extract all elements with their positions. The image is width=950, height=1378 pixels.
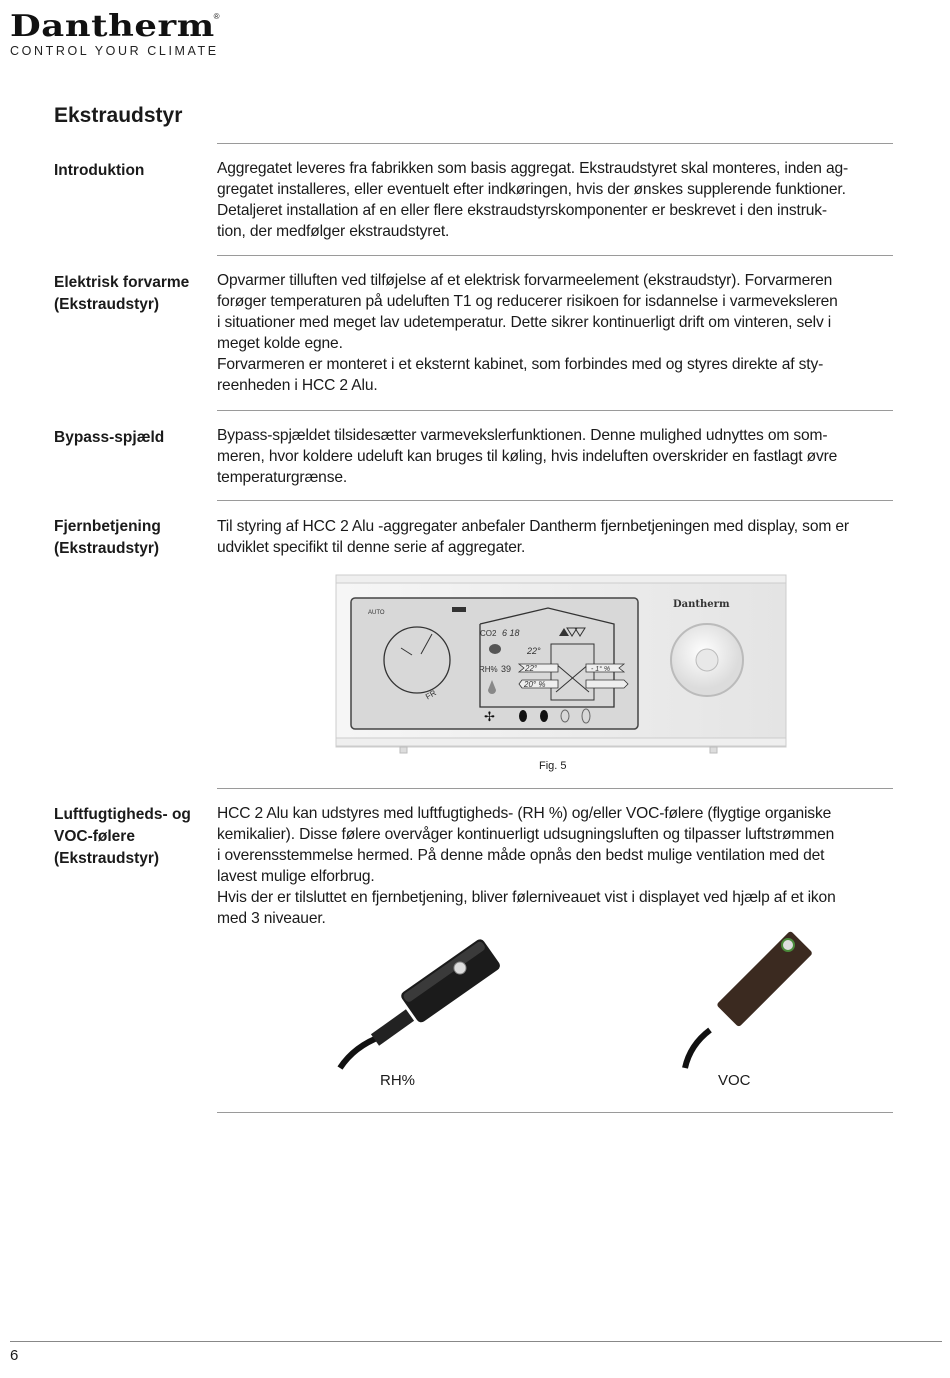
- co2-label: CO2: [480, 629, 497, 638]
- body-text-line: Aggregatet leveres fra fabrikken som basis aggregat. Ekstraudstyret skal monteres, inden ag-: [217, 160, 849, 177]
- body-text-line: tion, der medfølger ekstraudstyret.: [217, 223, 450, 240]
- fan-icon: ✢: [484, 709, 495, 724]
- footer-divider: [10, 1341, 942, 1342]
- auto-icon: AUTO: [368, 610, 385, 616]
- section-body: [217, 803, 897, 929]
- body-text-line: udviklet specifikt til denne serie af aggregater.: [217, 539, 526, 556]
- section-label: [54, 804, 214, 870]
- body-text-line: Hvis der er tilsluttet en fjernbetjening, bliver følerniveauet vist i displayet ved hjælp af et ikon: [217, 889, 836, 906]
- divider: [217, 788, 893, 789]
- body-text-line: med 3 niveauer.: [217, 910, 326, 927]
- section-label-line: Fjernbetjening: [54, 518, 161, 535]
- body-text-line: i overensstemmelse hermed. På denne måde opnås den bedst mulige ventilation med det: [217, 847, 825, 864]
- voc-sensor-image: [670, 930, 830, 1070]
- rh-sensor-image: [330, 935, 510, 1070]
- body-text-line: i situationer med meget lav udetemperatur. Dette sikrer kontinuerligt drift om vinteren, selv i: [217, 314, 832, 331]
- truck-icon: [452, 607, 466, 612]
- body-text-line: Forvarmeren er monteret i et eksternt kabinet, som forbindes med og styres direkte af sty-: [217, 356, 824, 373]
- section-label-line: Bypass-spjæld: [54, 429, 165, 446]
- temp-in: 22°: [525, 664, 538, 673]
- section-body: [217, 425, 897, 488]
- body-text-line: Bypass-spjældet tilsidesætter varmevekslerfunktionen. Denne mulighed udnyttes om som-: [217, 427, 828, 444]
- section-label: [54, 516, 214, 560]
- body-text-line: forøger temperaturen på udeluften T1 og reducerer risikoen for isdannelse i varmeveksleren: [217, 293, 838, 310]
- page-number: 6: [10, 1347, 19, 1364]
- body-text-line: Opvarmer tilluften ved tilføjelse af et elektrisk forvarmeelement (ekstraudstyr). Forvarmeren: [217, 272, 833, 289]
- temp-out: - 1° %: [591, 666, 611, 673]
- section-body: [217, 516, 897, 558]
- section-label-line: Elektrisk forvarme: [54, 274, 190, 291]
- body-text-line: Til styring af HCC 2 Alu -aggregater anbefaler Dantherm fjernbetjeningen med display, som er: [217, 518, 849, 535]
- section-label-line: (Ekstraudstyr): [54, 296, 160, 313]
- section-label-line: Luftfugtigheds- og: [54, 806, 191, 823]
- section-label-line: VOC-følere: [54, 828, 135, 845]
- voc-sensor-caption: VOC: [718, 1072, 751, 1089]
- body-text-line: kemikalier). Disse følere overvåger kontinuerligt udsugningsluften og tilpasser luftstrømmen: [217, 826, 835, 843]
- dantherm-logo: [10, 9, 220, 58]
- figure-caption: Fig. 5: [539, 760, 567, 772]
- rh-sensor-caption: RH%: [380, 1072, 416, 1089]
- rh-value: 39: [501, 664, 512, 674]
- logo-tagline: CONTROL YOUR CLIMATE: [10, 44, 219, 58]
- remote-control-figure: [334, 572, 790, 758]
- body-text-line: reenheden i HCC 2 Alu.: [217, 377, 378, 394]
- dial-label: FR: [424, 688, 438, 702]
- section-label: [54, 427, 214, 449]
- co2-value: 6 18: [502, 628, 520, 638]
- body-text-line: temperaturgrænse.: [217, 469, 348, 486]
- logo-registered: ®: [213, 12, 220, 21]
- section-label-line: (Ekstraudstyr): [54, 850, 160, 867]
- temp-top: 22°: [527, 646, 541, 656]
- page-title: Ekstraudstyr: [54, 104, 183, 127]
- section-body: [217, 270, 897, 396]
- section-body: [217, 158, 897, 242]
- rh-label: RH%: [479, 665, 498, 674]
- temp-supply: 20° %: [524, 680, 546, 689]
- body-text-line: Detaljeret installation af en eller flere ekstraudstyrskomponenter er beskrevet i den instruk-: [217, 202, 827, 219]
- body-text-line: gregatet installeres, eller eventuelt efter indkøringen, hvis der ønskes supplerende funktioner.: [217, 181, 846, 198]
- divider: [217, 1112, 893, 1113]
- divider: [217, 255, 893, 256]
- divider: [217, 410, 893, 411]
- body-text-line: lavest mulige elforbrug.: [217, 868, 375, 885]
- divider: [217, 143, 893, 144]
- section-label-line: (Ekstraudstyr): [54, 540, 160, 557]
- divider: [217, 500, 893, 501]
- logo-wordmark: Dantherm: [10, 9, 215, 44]
- body-text-line: HCC 2 Alu kan udstyres med luftfugtigheds- (RH %) og/eller VOC-følere (flygtige organiske: [217, 805, 832, 822]
- section-label: [54, 272, 214, 316]
- section-label: [54, 160, 214, 182]
- body-text-line: meget kolde egne.: [217, 335, 343, 352]
- remote-brand: Dantherm: [673, 599, 730, 610]
- section-label-line: Introduktion: [54, 162, 145, 179]
- body-text-line: meren, hvor koldere udeluft kan bruges til køling, hvis indeluften overskrider en fastlagt øvre: [217, 448, 838, 465]
